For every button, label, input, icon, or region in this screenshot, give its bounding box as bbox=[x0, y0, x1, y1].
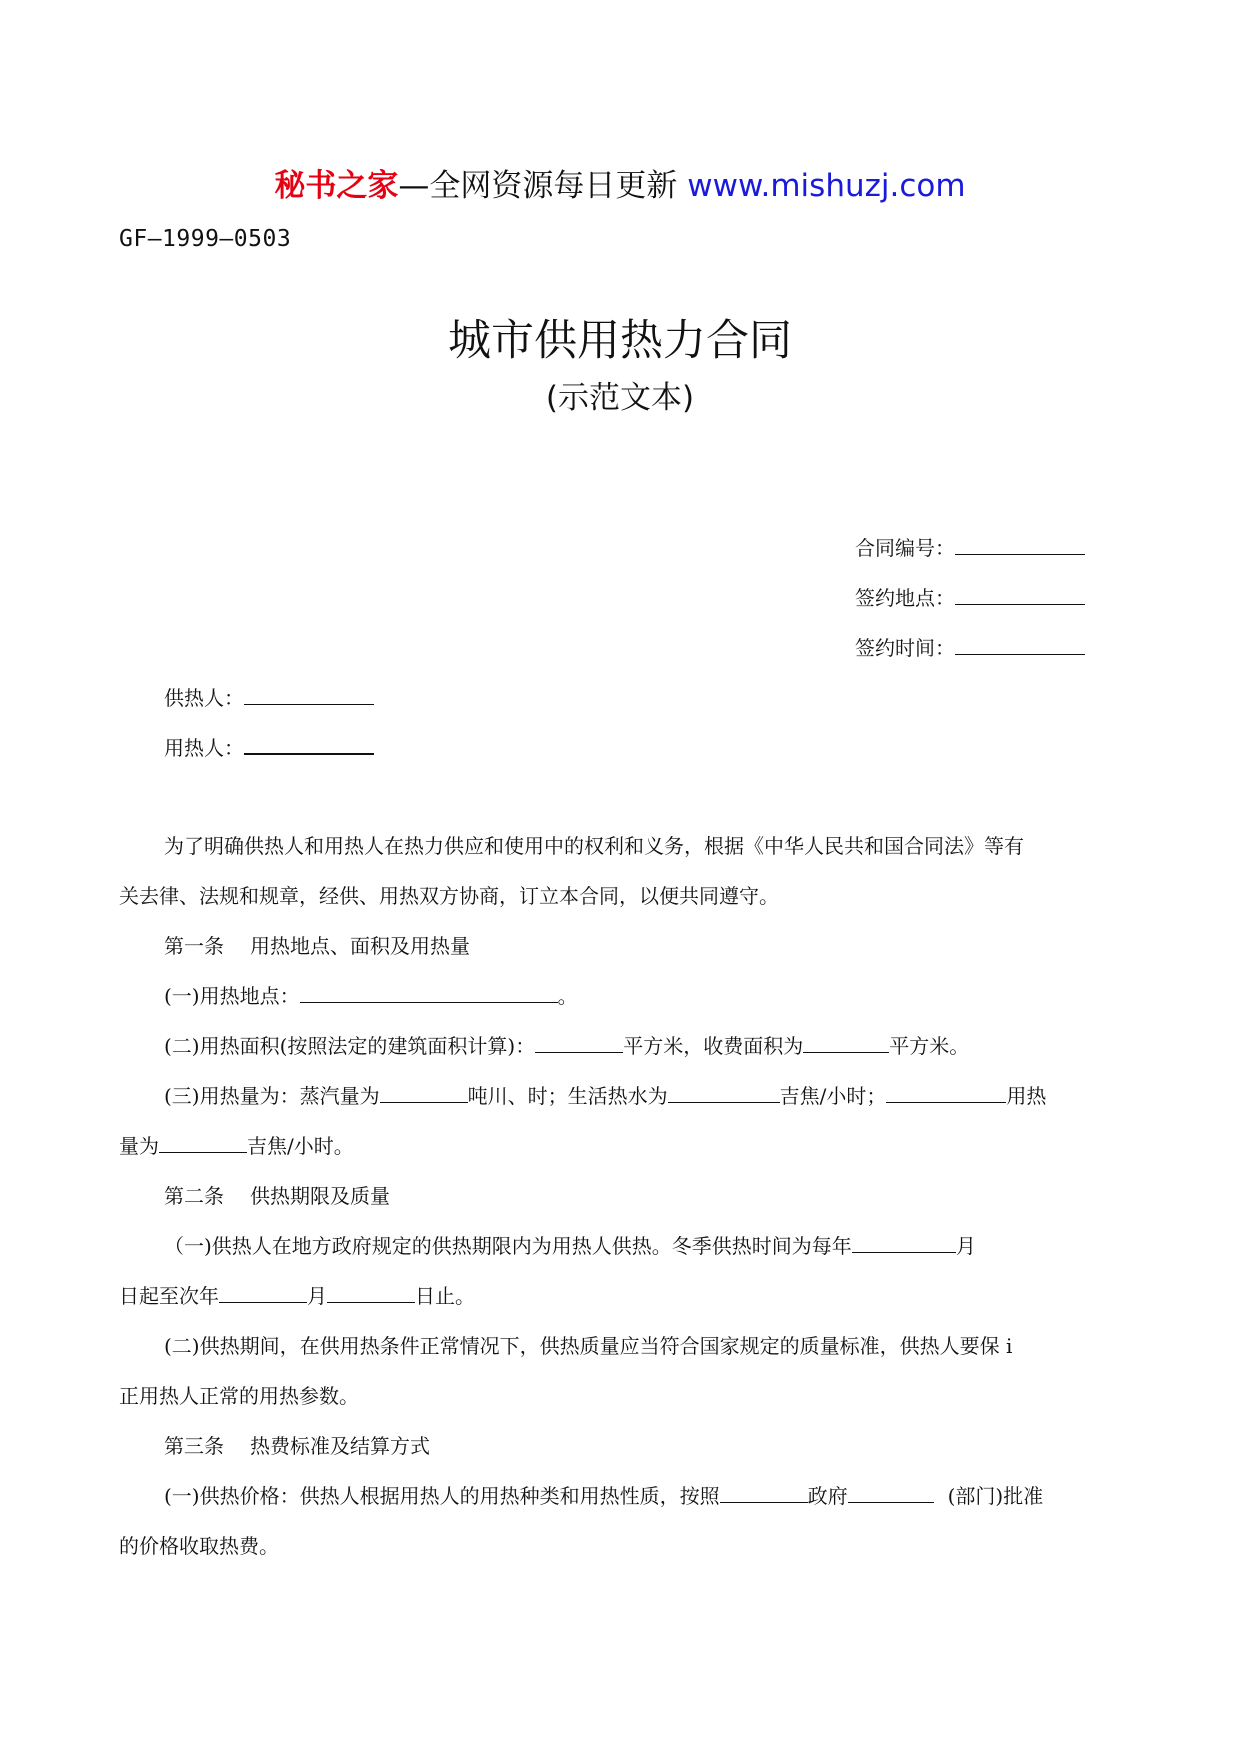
sign-time-label: 签约时间： bbox=[855, 636, 955, 660]
supplier-label: 供热人： bbox=[164, 686, 244, 710]
document-subtitle: (示范文本) bbox=[545, 380, 695, 416]
article-3-heading bbox=[164, 1430, 430, 1459]
user-label: 用热人： bbox=[164, 736, 244, 760]
header-banner bbox=[0, 160, 1240, 205]
article-3-number: 第三条 bbox=[164, 1434, 224, 1458]
article-2-item-2: (二)供热期间，在供用热条件正常情况下，供热质量应当符合国家规定的质量标准，供热人要保 i bbox=[164, 1334, 1013, 1358]
article-1-item-2: (二)用热面积(按照法定的建筑面积计算)： 平方米，收费面积为 平方米。 bbox=[164, 1034, 970, 1058]
document-code: GF—1999—0503 bbox=[119, 226, 292, 252]
article-1-item-3-cont: 量为 吉焦/小时。 bbox=[119, 1134, 354, 1158]
price-department-blank bbox=[848, 1482, 934, 1503]
heat-start-month-blank bbox=[852, 1232, 956, 1253]
brand-name: 秘书之家 bbox=[274, 168, 399, 204]
hot-water-blank bbox=[668, 1082, 780, 1103]
user-field bbox=[164, 732, 374, 761]
preamble-line-1: 为了明确供热人和用热人在热力供应和使用中的权利和义务，根据《中华人民共和国合同法》等有 bbox=[164, 834, 1024, 858]
article-3-item-1-cont: 的价格收取热费。 bbox=[119, 1534, 279, 1558]
user-blank bbox=[244, 733, 374, 755]
heat-location-blank bbox=[300, 982, 558, 1003]
sign-time-field bbox=[855, 632, 1085, 661]
banner-tagline: —全网资源每日更新 bbox=[398, 168, 688, 204]
sign-place-blank bbox=[955, 584, 1085, 605]
supplier-blank bbox=[244, 684, 374, 705]
price-government-blank bbox=[720, 1482, 808, 1503]
contract-body bbox=[119, 830, 1129, 1590]
sign-place-field bbox=[855, 582, 1085, 611]
other-heat-type-blank bbox=[886, 1082, 1006, 1103]
article-2-item-1: （一)供热人在地方政府规定的供热期限内为用热人供热。冬季供热时间为每年 月 bbox=[164, 1234, 976, 1258]
article-2-number: 第二条 bbox=[164, 1184, 224, 1208]
article-3-item-1: (一)供热价格：供热人根据用热人的用热种类和用热性质，按照 政府 (部门)批准 bbox=[164, 1484, 1044, 1508]
contract-number-blank bbox=[955, 534, 1085, 555]
other-heat-amount-blank bbox=[159, 1132, 247, 1153]
heat-area-blank bbox=[535, 1032, 623, 1053]
site-url-link[interactable]: www.mishuzj.com bbox=[687, 168, 966, 204]
article-2-item-1-cont: 日起至次年 月 日止。 bbox=[119, 1284, 475, 1308]
article-1-item-3: (三)用热量为：蒸汽量为 吨川、时；生活热水为 吉焦/小时； 用热 bbox=[164, 1084, 1047, 1108]
article-1-title: 用热地点、面积及用热量 bbox=[250, 934, 470, 958]
article-3-title: 热费标准及结算方式 bbox=[250, 1434, 430, 1458]
article-2-item-2-cont: 正用热人正常的用热参数。 bbox=[119, 1384, 359, 1408]
article-2-heading bbox=[164, 1180, 390, 1209]
steam-amount-blank bbox=[380, 1082, 468, 1103]
document-title: 城市供用热力合同 bbox=[448, 316, 792, 366]
billing-area-blank bbox=[803, 1032, 889, 1053]
preamble-line-2: 关去律、法规和规章，经供、用热双方协商，订立本合同，以便共同遵守。 bbox=[119, 884, 779, 908]
contract-number-field bbox=[855, 532, 1085, 561]
contract-number-label: 合同编号： bbox=[855, 536, 955, 560]
supplier-field bbox=[164, 682, 374, 711]
article-2-title: 供热期限及质量 bbox=[250, 1184, 390, 1208]
sign-place-label: 签约地点： bbox=[855, 586, 955, 610]
article-1-number: 第一条 bbox=[164, 934, 224, 958]
heat-end-day-blank bbox=[327, 1282, 415, 1303]
heat-end-month-blank bbox=[219, 1282, 307, 1303]
article-1-heading bbox=[164, 930, 470, 959]
sign-time-blank bbox=[955, 634, 1085, 655]
article-1-item-1: (一)用热地点： 。 bbox=[164, 984, 578, 1008]
